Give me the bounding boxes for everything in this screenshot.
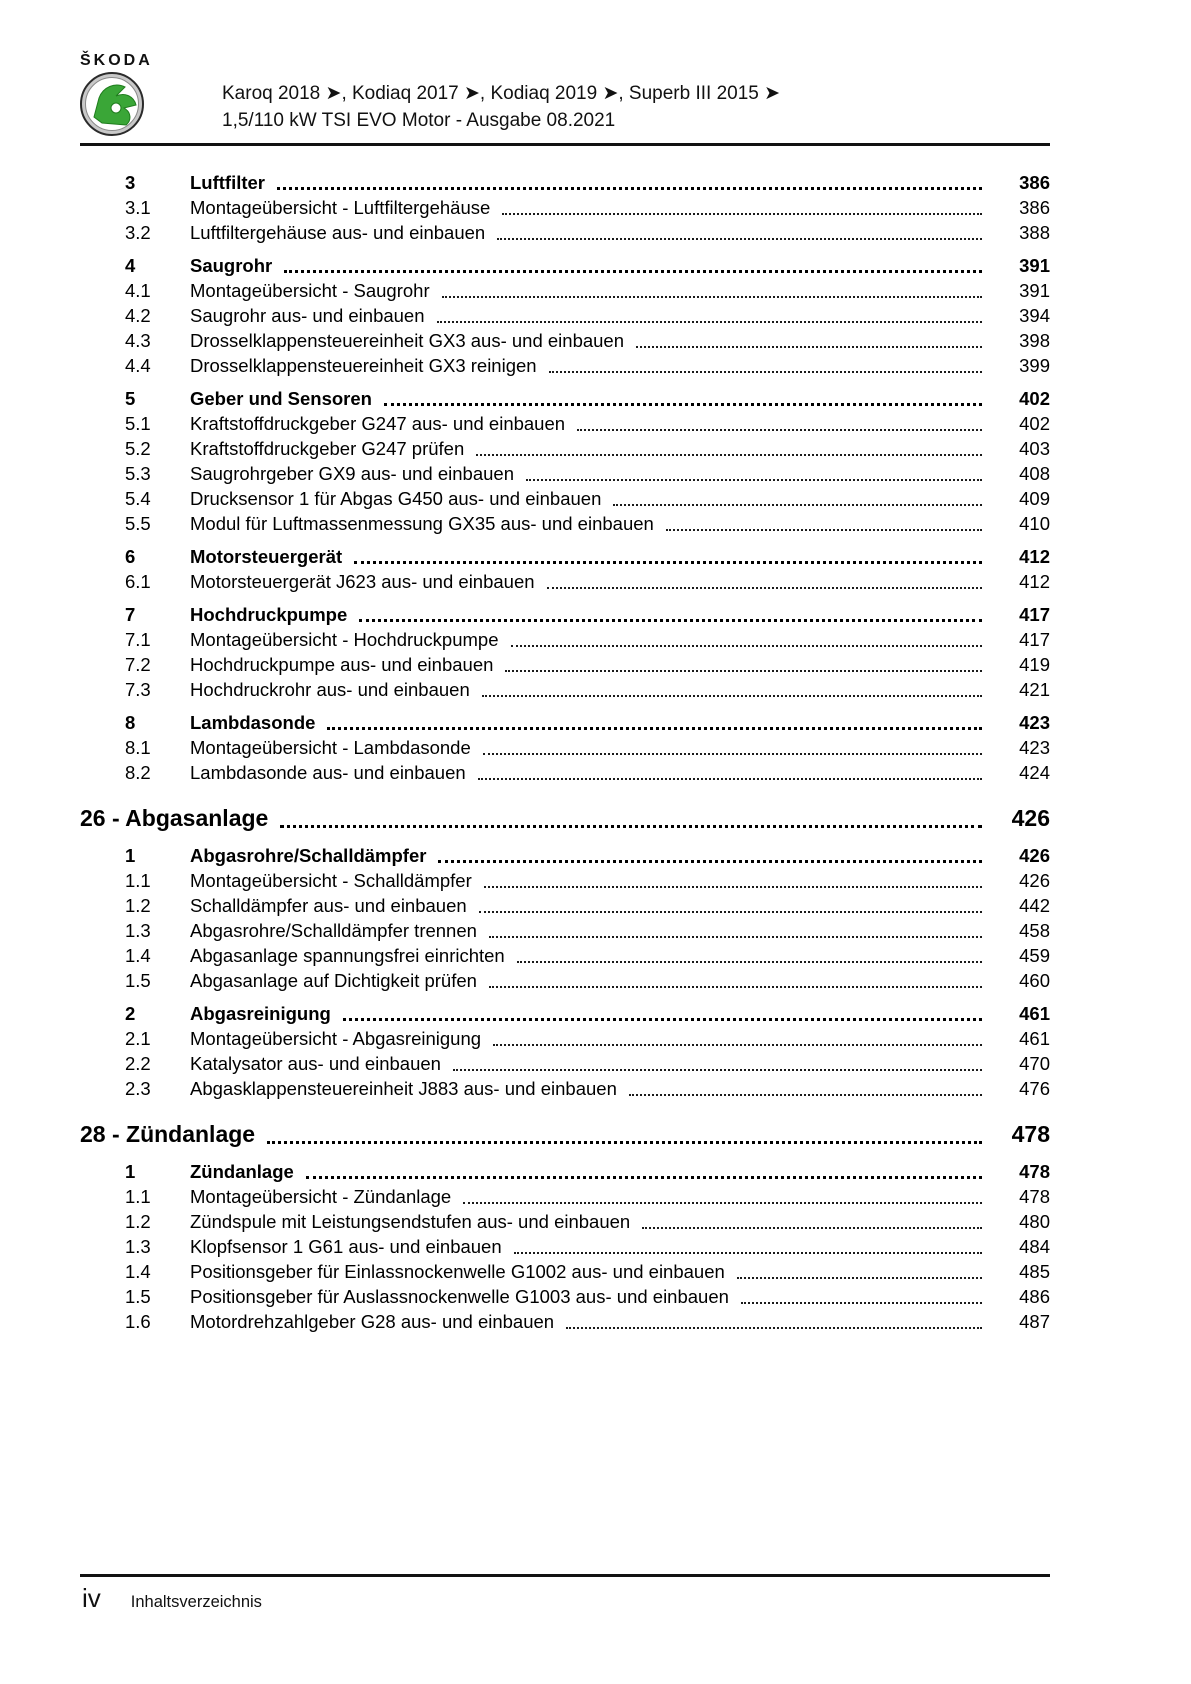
dot-leader [277, 187, 982, 190]
dot-leader [463, 1202, 982, 1204]
toc-entry-number: 4.2 [125, 305, 151, 326]
toc-entry-number: 3.1 [125, 197, 151, 218]
toc-entry-number: 7 [125, 604, 136, 625]
toc-entry-title: Positionsgeber für Auslassnockenwelle G1003 aus- und einbauen [190, 1286, 729, 1307]
dot-leader [505, 670, 982, 672]
toc-entry-page: 484 [1019, 1236, 1050, 1257]
toc-row [80, 461, 1050, 486]
dot-leader [483, 753, 982, 755]
toc-entry-title: Zündspule mit Leistungsendstufen aus- und einbauen [190, 1211, 631, 1232]
toc-entry-title: Drucksensor 1 für Abgas G450 aus- und einbauen [190, 488, 602, 509]
toc-entry-title: Abgasrohre/Schalldämpfer [190, 845, 427, 866]
toc-row [80, 170, 1050, 195]
toc-row [80, 1234, 1050, 1259]
toc-entry-title: Abgasanlage spannungsfrei einrichten [190, 945, 505, 966]
toc-entry-number: 7.2 [125, 654, 151, 675]
toc-row [80, 943, 1050, 968]
toc-row [80, 544, 1050, 569]
toc-entry-title: Montageübersicht - Zündanlage [190, 1186, 452, 1207]
toc-entry-number: 1.4 [125, 1261, 151, 1282]
toc-entry-page: 412 [1019, 546, 1050, 567]
toc-entry-title: Montageübersicht - Lambdasonde [190, 737, 471, 758]
dot-leader [489, 936, 982, 938]
toc-entry-title: Luftfilter [190, 172, 266, 193]
toc-entry-page: 421 [1019, 679, 1050, 700]
toc-entry-page: 410 [1019, 513, 1050, 534]
toc-entry-page: 487 [1019, 1311, 1050, 1332]
toc-entry-page: 478 [1019, 1161, 1050, 1182]
toc-entry-title: Montageübersicht - Saugrohr [190, 280, 430, 301]
dot-leader [453, 1069, 982, 1071]
toc-row [80, 677, 1050, 702]
toc-row [80, 253, 1050, 278]
toc-entry-number: 1.4 [125, 945, 151, 966]
toc-row [80, 893, 1050, 918]
toc-entry-number: 8 [125, 712, 136, 733]
toc-entry-title: Abgasanlage auf Dichtigkeit prüfen [190, 970, 477, 991]
toc-entry-page: 485 [1019, 1261, 1050, 1282]
toc-entry-page: 470 [1019, 1053, 1050, 1074]
toc-entry-page: 386 [1019, 197, 1050, 218]
toc-row [80, 602, 1050, 627]
footer-section-label: Inhaltsverzeichnis [130, 1593, 262, 1611]
toc-entry-title: Abgasrohre/Schalldämpfer trennen [190, 920, 477, 941]
brand-block [80, 52, 198, 136]
toc-entry-number: 1.5 [125, 1286, 151, 1307]
dot-leader [547, 587, 982, 589]
toc-entry-title: Montageübersicht - Hochdruckpumpe [190, 629, 499, 650]
dot-leader [479, 911, 982, 913]
toc-entry-number: 1.5 [125, 970, 151, 991]
toc-entry-page: 417 [1019, 629, 1050, 650]
footer-page-number: iv [82, 1583, 101, 1613]
toc-entry-page: 419 [1019, 654, 1050, 675]
toc-entry-page: 476 [1019, 1078, 1050, 1099]
toc-row [80, 569, 1050, 594]
dot-leader [741, 1302, 982, 1304]
toc-entry-page: 426 [1019, 845, 1050, 866]
toc-row [80, 1001, 1050, 1026]
toc-entry-number: 3 [125, 172, 136, 193]
toc-entry-title: Geber und Sensoren [190, 388, 372, 409]
toc-entry-number: 5.3 [125, 463, 151, 484]
header-models-line: Karoq 2018 ➤, Kodiaq 2017 ➤, Kodiaq 2019 ➤, Superb III 2015 ➤ [222, 83, 781, 104]
toc-entry-title: Lambdasonde [190, 712, 316, 733]
dot-leader [502, 213, 982, 215]
toc-entry-number: 5 [125, 388, 136, 409]
toc-entry-page: 394 [1019, 305, 1050, 326]
dot-leader [267, 1141, 982, 1144]
dot-leader [577, 429, 982, 431]
toc-entry-number: 1.6 [125, 1311, 151, 1332]
dot-leader [359, 619, 982, 622]
dot-leader [517, 961, 982, 963]
toc-entry-number: 4 [125, 255, 136, 276]
toc-row [80, 1309, 1050, 1334]
dot-leader [737, 1277, 982, 1279]
dot-leader [549, 371, 982, 373]
toc-entry-number: 5.2 [125, 438, 151, 459]
toc-entry-number: 7.3 [125, 679, 151, 700]
toc-list [80, 162, 1050, 1334]
toc-row [80, 328, 1050, 353]
toc-entry-title: Montageübersicht - Abgasreinigung [190, 1028, 482, 1049]
toc-entry-title: Luftfiltergehäuse aus- und einbauen [190, 222, 486, 243]
dot-leader [613, 504, 982, 506]
dot-leader [476, 454, 982, 456]
toc-entry-page: 399 [1019, 355, 1050, 376]
toc-entry-title: Saugrohrgeber GX9 aus- und einbauen [190, 463, 514, 484]
toc-entry-number: 4.3 [125, 330, 151, 351]
page-header [80, 52, 780, 136]
toc-entry-number: 1.2 [125, 895, 151, 916]
toc-entry-title: 28 - Zündanlage [80, 1121, 256, 1147]
toc-entry-title: Zündanlage [190, 1161, 294, 1182]
footer-divider [80, 1574, 1050, 1577]
toc-row [80, 735, 1050, 760]
toc-entry-number: 1.1 [125, 870, 151, 891]
dot-leader [484, 886, 982, 888]
toc-entry-page: 461 [1019, 1028, 1050, 1049]
toc-row [80, 627, 1050, 652]
toc-entry-title: Klopfsensor 1 G61 aus- und einbauen [190, 1236, 502, 1257]
toc-entry-title: Katalysator aus- und einbauen [190, 1053, 441, 1074]
toc-entry-title: Abgasreinigung [190, 1003, 331, 1024]
toc-row [80, 918, 1050, 943]
toc-entry-number: 1.1 [125, 1186, 151, 1207]
toc-entry-number: 4.1 [125, 280, 151, 301]
toc-entry-page: 417 [1019, 604, 1050, 625]
toc-entry-number: 5.1 [125, 413, 151, 434]
toc-row [80, 868, 1050, 893]
dot-leader [284, 270, 982, 273]
toc-entry-page: 486 [1019, 1286, 1050, 1307]
toc-row [80, 303, 1050, 328]
toc-entry-title: Hochdruckpumpe [190, 604, 348, 625]
toc-entry-title: Motorsteuergerät [190, 546, 343, 567]
header-divider [80, 143, 1050, 146]
dot-leader [280, 825, 982, 828]
toc-row [80, 1184, 1050, 1209]
toc-row [80, 710, 1050, 735]
dot-leader [526, 479, 982, 481]
toc-entry-page: 461 [1019, 1003, 1050, 1024]
toc-row [80, 1159, 1050, 1184]
toc-entry-title: 26 - Abgasanlage [80, 805, 269, 831]
header-text [222, 80, 780, 136]
toc-entry-title: Montageübersicht - Schalldämpfer [190, 870, 472, 891]
toc-entry-page: 408 [1019, 463, 1050, 484]
toc-entry-number: 6.1 [125, 571, 151, 592]
dot-leader [636, 346, 982, 348]
toc-entry-page: 478 [1019, 1186, 1050, 1207]
toc-entry-page: 459 [1019, 945, 1050, 966]
toc-entry-page: 403 [1019, 438, 1050, 459]
toc-entry-page: 423 [1019, 712, 1050, 733]
toc-entry-page: 478 [1011, 1121, 1050, 1147]
toc-entry-page: 426 [1011, 805, 1050, 831]
toc-row [80, 1259, 1050, 1284]
toc-entry-page: 442 [1019, 895, 1050, 916]
dot-leader [493, 1044, 982, 1046]
toc-entry-number: 1 [125, 1161, 136, 1182]
toc-entry-title: Saugrohr [190, 255, 273, 276]
dot-leader [478, 778, 982, 780]
dot-leader [642, 1227, 982, 1229]
toc-entry-page: 388 [1019, 222, 1050, 243]
toc-entry-number: 5.5 [125, 513, 151, 534]
toc-entry-number: 1.3 [125, 920, 151, 941]
dot-leader [514, 1252, 982, 1254]
toc-entry-title: Motordrehzahlgeber G28 aus- und einbauen [190, 1311, 555, 1332]
toc-row [80, 652, 1050, 677]
toc-entry-page: 480 [1019, 1211, 1050, 1232]
toc-entry-page: 386 [1019, 172, 1050, 193]
toc-entry-number: 2 [125, 1003, 136, 1024]
toc-row [80, 220, 1050, 245]
toc-entry-page: 426 [1019, 870, 1050, 891]
toc-entry-number: 2.3 [125, 1078, 151, 1099]
toc-row [80, 411, 1050, 436]
toc-entry-number: 5.4 [125, 488, 151, 509]
toc-row [80, 195, 1050, 220]
dot-leader [442, 296, 982, 298]
dot-leader [482, 695, 982, 697]
toc-row [80, 486, 1050, 511]
toc-entry-number: 7.1 [125, 629, 151, 650]
toc-entry-page: 412 [1019, 571, 1050, 592]
toc-row [80, 760, 1050, 785]
toc-entry-title: Montageübersicht - Luftfiltergehäuse [190, 197, 491, 218]
toc-entry-page: 391 [1019, 280, 1050, 301]
toc-row [80, 968, 1050, 993]
toc-entry-number: 2.2 [125, 1053, 151, 1074]
dot-leader [629, 1094, 982, 1096]
toc-entry-number: 2.1 [125, 1028, 151, 1049]
toc-row [80, 801, 1050, 835]
toc-entry-title: Drosselklappensteuereinheit GX3 aus- und einbauen [190, 330, 625, 351]
toc-row [80, 353, 1050, 378]
toc-row [80, 1051, 1050, 1076]
toc-row [80, 386, 1050, 411]
header-engine-line: 1,5/110 kW TSI EVO Motor - Ausgabe 08.2021 [222, 110, 616, 131]
toc-row [80, 1117, 1050, 1151]
page-footer [82, 1583, 262, 1613]
skoda-logo-icon [80, 72, 144, 136]
toc-entry-page: 458 [1019, 920, 1050, 941]
toc-entry-page: 391 [1019, 255, 1050, 276]
toc-entry-title: Saugrohr aus- und einbauen [190, 305, 425, 326]
dot-leader [566, 1327, 982, 1329]
dot-leader [306, 1176, 982, 1179]
toc-entry-title: Motorsteuergerät J623 aus- und einbauen [190, 571, 535, 592]
toc-entry-page: 402 [1019, 413, 1050, 434]
toc-entry-number: 6 [125, 546, 136, 567]
toc-entry-number: 8.2 [125, 762, 151, 783]
toc-entry-number: 4.4 [125, 355, 151, 376]
toc-entry-title: Hochdruckpumpe aus- und einbauen [190, 654, 494, 675]
toc-entry-number: 8.1 [125, 737, 151, 758]
toc-row [80, 843, 1050, 868]
dot-leader [384, 403, 982, 406]
dot-leader [666, 529, 982, 531]
toc-entry-title: Lambdasonde aus- und einbauen [190, 762, 466, 783]
toc-entry-title: Drosselklappensteuereinheit GX3 reinigen [190, 355, 537, 376]
dot-leader [511, 645, 983, 647]
toc-row [80, 278, 1050, 303]
dot-leader [497, 238, 982, 240]
toc-row [80, 1284, 1050, 1309]
toc-entry-title: Positionsgeber für Einlassnockenwelle G1002 aus- und einbauen [190, 1261, 725, 1282]
toc-row [80, 511, 1050, 536]
toc-entry-page: 424 [1019, 762, 1050, 783]
toc-entry-page: 398 [1019, 330, 1050, 351]
toc-entry-number: 3.2 [125, 222, 151, 243]
toc-entry-page: 423 [1019, 737, 1050, 758]
dot-leader [343, 1018, 982, 1021]
toc-row [80, 1026, 1050, 1051]
brand-wordmark: ŠKODA [80, 52, 153, 69]
toc-entry-number: 1.3 [125, 1236, 151, 1257]
dot-leader [354, 561, 982, 564]
toc-row [80, 1076, 1050, 1101]
toc-entry-page: 402 [1019, 388, 1050, 409]
dot-leader [489, 986, 982, 988]
toc-entry-title: Kraftstoffdruckgeber G247 aus- und einbauen [190, 413, 566, 434]
toc-entry-page: 409 [1019, 488, 1050, 509]
toc-entry-title: Kraftstoffdruckgeber G247 prüfen [190, 438, 465, 459]
toc-entry-number: 1.2 [125, 1211, 151, 1232]
toc-entry-title: Schalldämpfer aus- und einbauen [190, 895, 467, 916]
toc-entry-title: Hochdruckrohr aus- und einbauen [190, 679, 470, 700]
toc-entry-title: Modul für Luftmassenmessung GX35 aus- und einbauen [190, 513, 654, 534]
toc-row [80, 436, 1050, 461]
toc-row [80, 1209, 1050, 1234]
dot-leader [327, 727, 982, 730]
toc-entry-number: 1 [125, 845, 136, 866]
dot-leader [437, 321, 982, 323]
toc-entry-page: 460 [1019, 970, 1050, 991]
dot-leader [438, 860, 982, 863]
toc-entry-title: Abgasklappensteuereinheit J883 aus- und einbauen [190, 1078, 617, 1099]
